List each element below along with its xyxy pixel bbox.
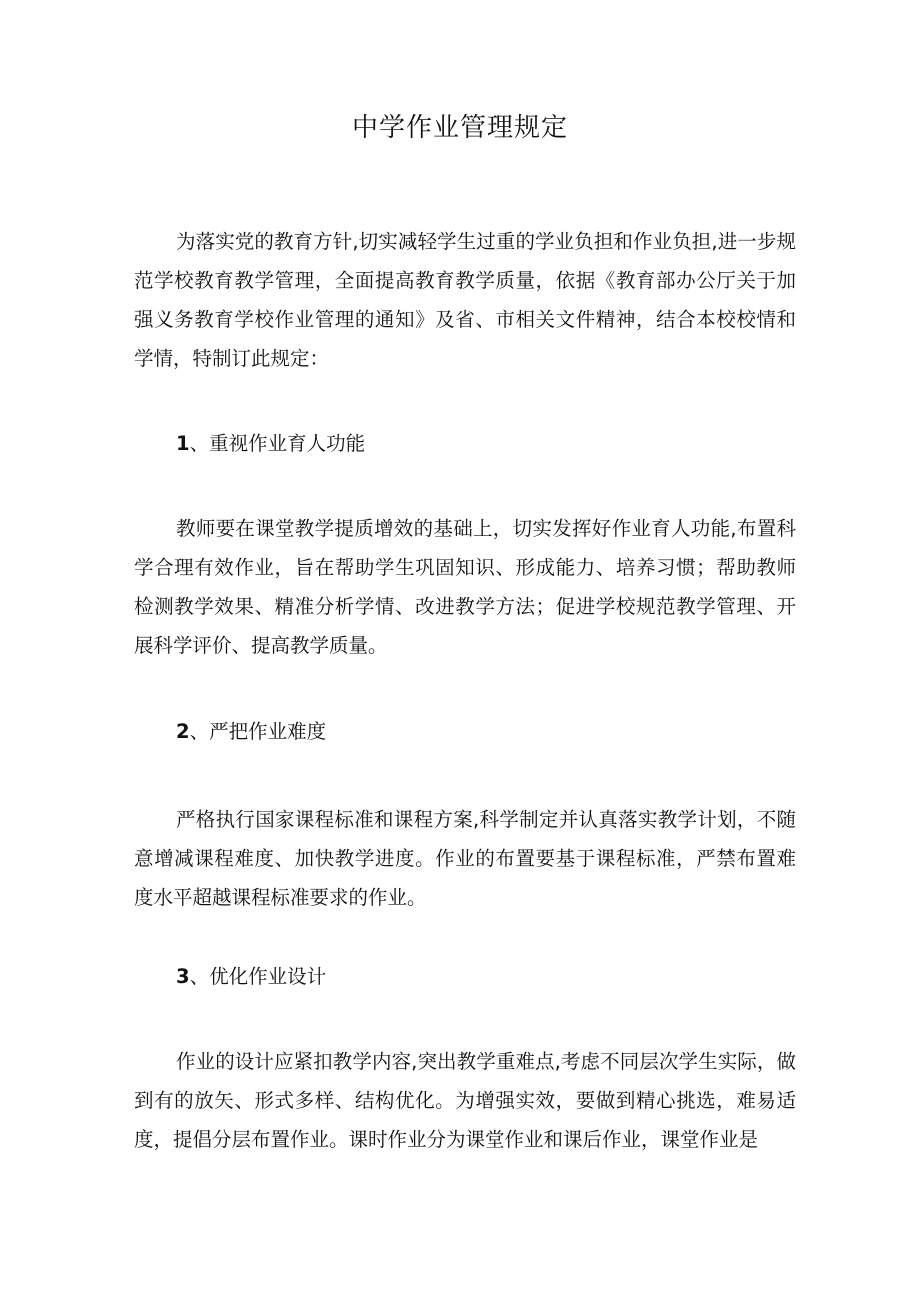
section-2-heading-text: 、严把作业难度 (189, 720, 327, 743)
section-2-body: 严格执行国家课程标准和课程方案,科学制定并认真落实教学计划，不随意增减课程难度、加快教学进度。作业的布置要基于课程标准，严禁布置难度水平超越课程标准要求的作业。 (134, 808, 796, 909)
section-1-body: 教师要在课堂教学提质增效的基础上，切实发挥好作业育人功能,布置科学合理有效作业，旨在帮助学生巩固知识、形成能力、培养习惯；帮助教师检测教学效果、精准分析学情、改进教学方法；促进学校规范教学管理、开展科学评价、提高教学质量。 (134, 517, 796, 657)
section-2-number: 2 (176, 720, 190, 743)
section-1-number: 1 (176, 432, 190, 455)
section-3-heading (176, 957, 326, 997)
intro-paragraph: 为落实党的教育方针,切实减轻学生过重的学业负担和作业负担,进一步规范学校教育教学管理，全面提高教育教学质量，依据《教育部办公厅关于加强义务教育学校作业管理的通知》及省、市相关文件精神，结合本校校情和学情，特制订此规定： (134, 230, 796, 370)
section-3-heading-text: 、优化作业设计 (189, 965, 327, 988)
section-3-number: 3 (176, 965, 190, 988)
section-1-heading (176, 424, 365, 464)
section-3-body: 作业的设计应紧扣教学内容,突出教学重难点,考虑不同层次学生实际，做到有的放矢、形式多样、结构优化。为增强实效，要做到精心挑选，难易适度，提倡分层布置作业。课时作业分为课堂作业和课后作业，课堂作业是 (134, 1050, 796, 1151)
section-2-heading (176, 712, 326, 752)
document-title: 中学作业管理规定 (351, 113, 568, 143)
section-1-heading-text: 、重视作业育人功能 (189, 432, 366, 455)
